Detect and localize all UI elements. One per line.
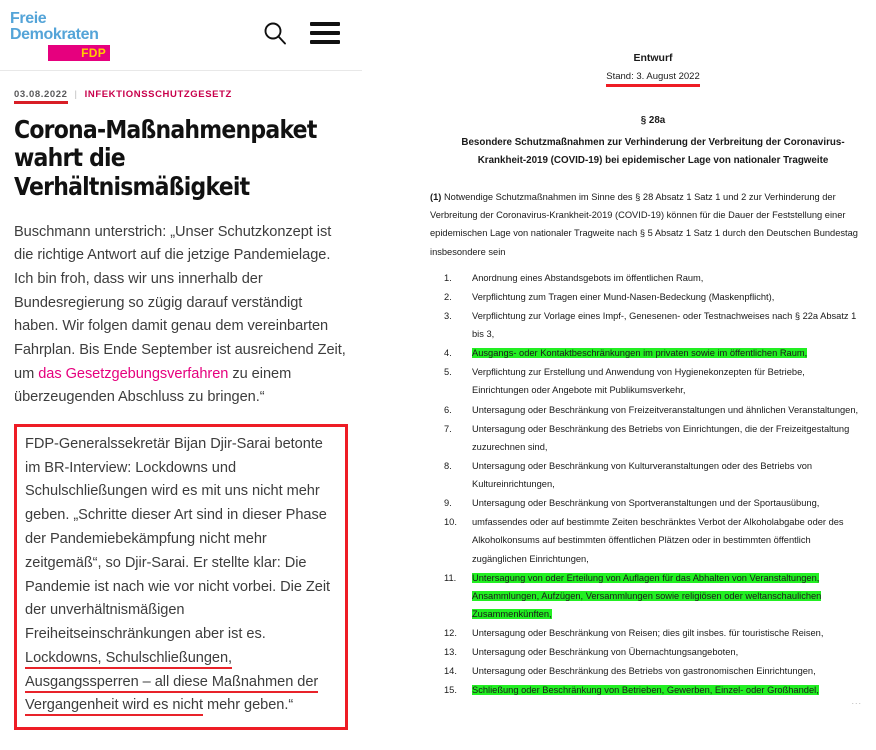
document-stand-row [430, 66, 876, 87]
measure-text: Untersagung oder Beschränkung von Kulturveranstaltungen oder des Betriebs von Kultureinrichtungen, [472, 460, 813, 490]
measure-text: Verpflichtung zur Erstellung und Anwendung von Hygienekonzepten für Betriebe, Einrichtungen oder Angebote mit Publikumsverkehr, [472, 367, 805, 396]
list-item [430, 681, 862, 699]
meta-separator: | [74, 89, 78, 100]
list-item-number: 10. [444, 517, 457, 528]
logo-fdp-badge [48, 45, 110, 61]
red-highlight-box [14, 424, 348, 730]
list-item [430, 662, 862, 680]
list-item-number: 12. [444, 628, 457, 639]
paragraph-title: Besondere Schutzmaßnahmen zur Verhinderung der Verbreitung der Coronavirus-Krankheit-2019 (COVID-19) bei epidemischer Lage von nationaler Tragweite [461, 137, 845, 167]
list-item-text [472, 662, 862, 680]
list-item-text [472, 457, 862, 493]
document-ellipsis: ... [851, 696, 862, 706]
site-header [0, 0, 362, 71]
list-item [430, 624, 862, 642]
list-item-number: 6. [444, 404, 452, 415]
law-draft-document [430, 0, 876, 750]
list-item [430, 307, 862, 343]
list-item-text [472, 681, 862, 699]
list-item-number: 2. [444, 291, 452, 302]
list-item-text [472, 420, 862, 456]
list-item-number: 13. [444, 647, 457, 658]
absatz-1-text: Notwendige Schutzmaßnahmen im Sinne des § 28 Absatz 1 Satz 1 und 2 zur Verhinderung der Verbreitung der Coronavirus-Krankheit-2019 (COVID-19) können für die Dauer der Feststellung einer epidemischen Lage von nationaler Tragweite nach § 5 Absatz 1 Satz 1 durch den Deutschen Bundestag insbesondere sein [430, 192, 858, 257]
list-item [430, 363, 862, 399]
highlighted-measure-text: Schließung oder Beschränkung von Betrieben, Gewerben, Einzel- oder Großhandel, [472, 685, 819, 696]
list-item [430, 420, 862, 456]
list-item-number: 8. [444, 460, 452, 471]
article-meta [14, 89, 348, 104]
list-item-number: 11. [444, 572, 457, 583]
list-item-number: 1. [444, 272, 452, 283]
list-item-text [472, 288, 862, 306]
measure-text: Untersagung oder Beschränkung von Reisen; dies gilt insbes. für touristische Reisen, [472, 628, 824, 639]
fdp-logo[interactable] [10, 11, 122, 61]
absatz-1 [430, 188, 876, 261]
paragraph-2-underlined-text: Lockdowns, Schulschließungen, Ausgangssperren – all diese Maßnahmen der Vergangenheit wird es nicht [25, 650, 318, 717]
measure-text: Untersagung oder Beschränkung von Sportveranstaltungen und der Sportausübung, [472, 498, 820, 509]
article-category[interactable]: INFEKTIONSSCHUTZGESETZ [84, 89, 232, 100]
list-item [430, 457, 862, 493]
paragraph-1-text-b: zu einem überzeugenden Abschluss zu bringen.“ [14, 365, 292, 406]
search-icon[interactable] [262, 20, 288, 46]
measures-list [430, 269, 876, 700]
paragraph-number: § 28a [640, 115, 666, 126]
list-item-text [472, 344, 862, 362]
measure-text: Verpflichtung zum Tragen einer Mund-Nasen-Bedeckung (Maskenpflicht), [472, 291, 775, 302]
logo-line-demokraten: Demokraten [10, 26, 99, 44]
logo-fdp-badge-label: FDP [81, 45, 106, 60]
list-item-number: 5. [444, 367, 452, 378]
document-stand-date: Stand: 3. August 2022 [606, 71, 700, 87]
list-item [430, 269, 862, 287]
list-item-text [472, 494, 862, 512]
list-item-text [472, 624, 862, 642]
list-item-text [472, 269, 862, 287]
document-kind-label: Entwurf [633, 52, 673, 64]
gesetzgebungsverfahren-link[interactable]: das Gesetzgebungsverfahren [38, 365, 229, 382]
article-paragraph-2 [25, 433, 337, 718]
measure-text: Untersagung oder Beschränkung von Übernachtungsangeboten, [472, 647, 739, 658]
measure-text: Untersagung oder Beschränkung des Betriebs von Einrichtungen, die der Freizeitgestaltung zuzurechnen sind, [472, 423, 850, 452]
list-item-text [472, 569, 862, 623]
paragraph-2-text-a: FDP-Generalssekretär Bijan Djir-Sarai betonte im BR-Interview: Lockdowns und Schulschließungen wird es mit uns nicht mehr geben. „Schritte dieser Art sind in dieser Phase der Pandemiebekämpfung nicht mehr zeitgemäß“, so Djir-Sarai. Er stellte klar: Die Pandemie ist nach wie vor nicht vorbei. Die Zeit der unverhältnismäßigen Freiheitseinschränkungen aber ist es. [25, 435, 331, 643]
header-icon-group [262, 20, 340, 46]
list-item-text [472, 401, 862, 419]
page-title: Corona-Maßnahmenpaket wahrt die Verhältnismäßigkeit [14, 115, 317, 201]
paragraph-1-text-a: Buschmann unterstrich: „Unser Schutzkonzept ist die richtige Antwort auf die jetzige Pandemielage. Ich bin froh, dass wir uns innerhalb der Bundesregierung so zügig darauf verständigt haben. Wir folgen damit genau dem vereinbarten Fahrplan. Bis Ende September ist ausreichend Zeit, um [14, 223, 346, 382]
list-item-text [472, 307, 862, 343]
hamburger-menu-icon[interactable] [310, 22, 340, 44]
list-item-number: 4. [444, 348, 452, 359]
measure-text: umfassendes oder auf bestimmte Zeiten beschränktes Verbot der Alkoholabgabe oder des Alkoholkonsums auf bestimmten öffentlichen Plätzen oder in bestimmten öffentlich zugänglichen Einrichtungen, [472, 517, 844, 564]
list-item [430, 569, 862, 623]
absatz-1-label: (1) [430, 192, 442, 203]
list-item-text [472, 363, 862, 399]
list-item [430, 513, 862, 567]
measure-text: Verpflichtung zur Vorlage eines Impf-, Genesenen- oder Testnachweises nach § 22a Absatz 1 bis 3, [472, 310, 857, 340]
fdp-article-panel [0, 0, 362, 750]
list-item-number: 14. [444, 666, 457, 677]
list-item-number: 15. [444, 685, 457, 696]
list-item [430, 344, 862, 362]
list-item [430, 494, 862, 512]
highlighted-measure-text: Untersagung von oder Erteilung von Auflagen für das Abhalten von Veranstaltungen, Ansammlungen, Aufzügen, Versammlungen sowie religiösen oder weltanschaulichen Zusammenkünften, [472, 572, 822, 619]
list-item-number: 9. [444, 498, 452, 509]
list-item [430, 288, 862, 306]
list-item-text [472, 643, 862, 661]
list-item-text [472, 513, 862, 567]
list-item [430, 401, 862, 419]
article-date: 03.08.2022 [14, 89, 68, 104]
list-item-number: 3. [444, 310, 452, 321]
measure-text: Untersagung oder Beschränkung des Betriebs von gastronomischen Einrichtungen, [472, 666, 816, 677]
measure-text: Anordnung eines Abstandsgebots im öffentlichen Raum, [472, 272, 704, 283]
list-item [430, 643, 862, 661]
logo-line-freie: Freie [10, 10, 47, 27]
paragraph-2-text-b: mehr geben.“ [202, 697, 294, 714]
article-paragraph-1 [14, 221, 348, 410]
highlighted-measure-text: Ausgangs- oder Kontaktbeschränkungen im privaten sowie im öffentlichen Raum, [472, 348, 808, 359]
measure-text: Untersagung oder Beschränkung von Freizeitveranstaltungen und ähnlichen Veranstaltungen, [472, 404, 859, 415]
article-body [0, 89, 362, 730]
list-item-number: 7. [444, 423, 452, 434]
